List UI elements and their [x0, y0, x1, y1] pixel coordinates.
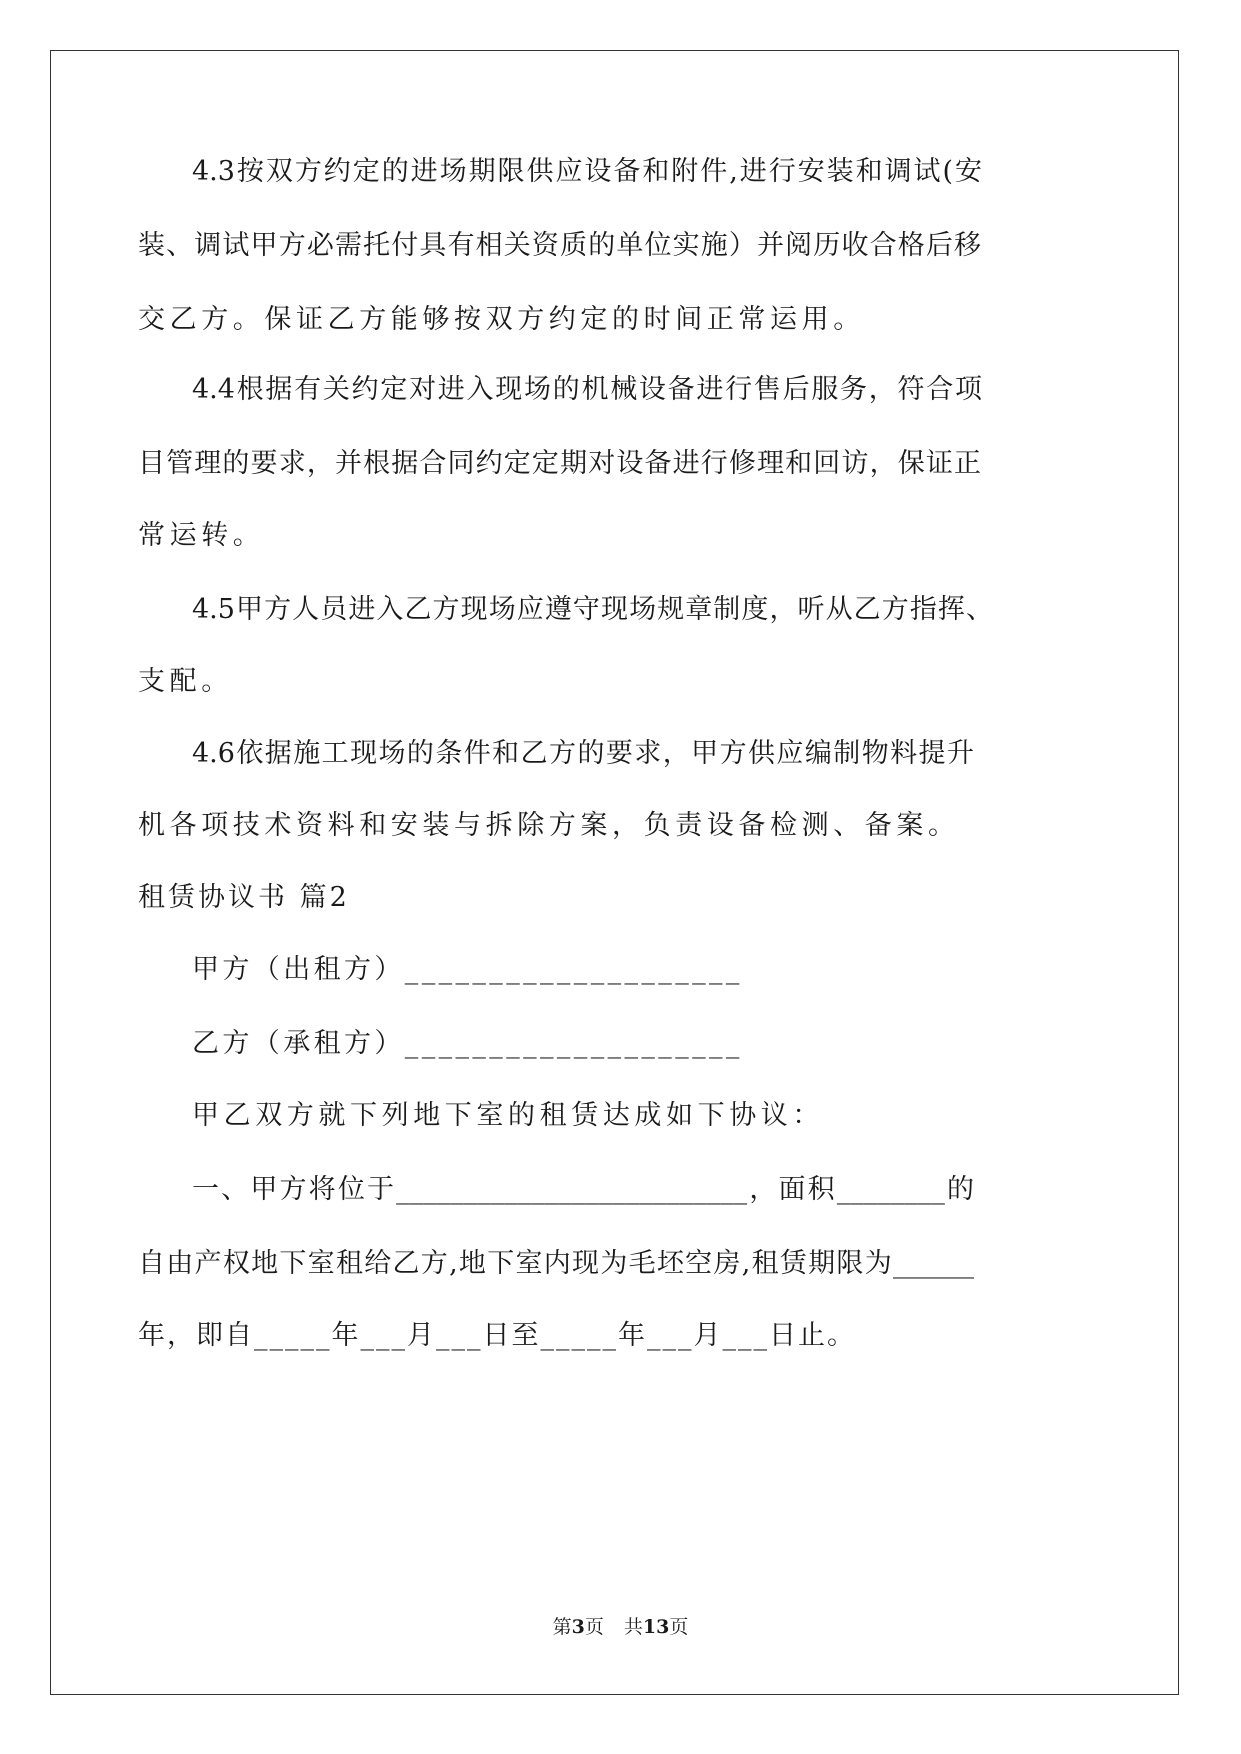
page-border — [50, 50, 1179, 1695]
article-1-line-1: 一、甲方将位于__________________________，面积________的 — [192, 1174, 974, 1205]
total-page-count: 13 — [642, 1616, 670, 1638]
clause-4-3-line-1: 4.3按双方约定的进场期限供应设备和附件,进行安装和调试(安 — [192, 156, 982, 187]
clause-4-6-line-2: 机各项技术资料和安装与拆除方案，负责设备检测、备案。 — [138, 810, 960, 841]
clause-4-3-line-2: 装、调试甲方必需托付具有相关资质的单位实施）并阅历收合格后移 — [138, 230, 981, 261]
clause-4-6-line-1: 4.6依据施工现场的条件和乙方的要求，甲方供应编制物料提升 — [192, 738, 974, 769]
clause-4-4-line-3: 常运转。 — [138, 520, 265, 551]
party-b-line: 乙方（承租方）____________________ — [192, 1028, 743, 1059]
page-number-footer — [0, 1615, 1241, 1639]
total-prefix: 共 — [623, 1616, 643, 1638]
page-prefix: 第 — [552, 1616, 572, 1638]
clause-4-5-line-1: 4.5甲方人员进入乙方现场应遵守现场规章制度，听从乙方指挥、 — [192, 594, 993, 625]
section-heading: 租赁协议书 篇2 — [138, 882, 350, 913]
clause-4-4-line-1: 4.4根据有关约定对进入现场的机械设备进行售后服务，符合项 — [192, 374, 982, 405]
article-1-line-3: 年，即自_____年___月___日至_____年___月___日止。 — [138, 1320, 856, 1351]
article-1-line-2: 自由产权地下室租给乙方,地下室内现为毛坯空房,租赁期限为______ — [138, 1248, 974, 1279]
clause-4-3-line-3: 交乙方。保证乙方能够按双方约定的时间正常运用。 — [138, 304, 865, 335]
clause-4-5-line-2: 支配。 — [138, 666, 233, 697]
agreement-intro: 甲乙双方就下列地下室的租赁达成如下协议： — [192, 1100, 824, 1131]
current-page-number: 3 — [571, 1616, 585, 1638]
page-suffix: 页 — [584, 1616, 604, 1638]
total-suffix: 页 — [669, 1616, 689, 1638]
clause-4-4-line-2: 目管理的要求，并根据合同约定定期对设备进行修理和回访，保证正 — [138, 448, 981, 479]
party-a-line: 甲方（出租方）____________________ — [192, 954, 743, 985]
